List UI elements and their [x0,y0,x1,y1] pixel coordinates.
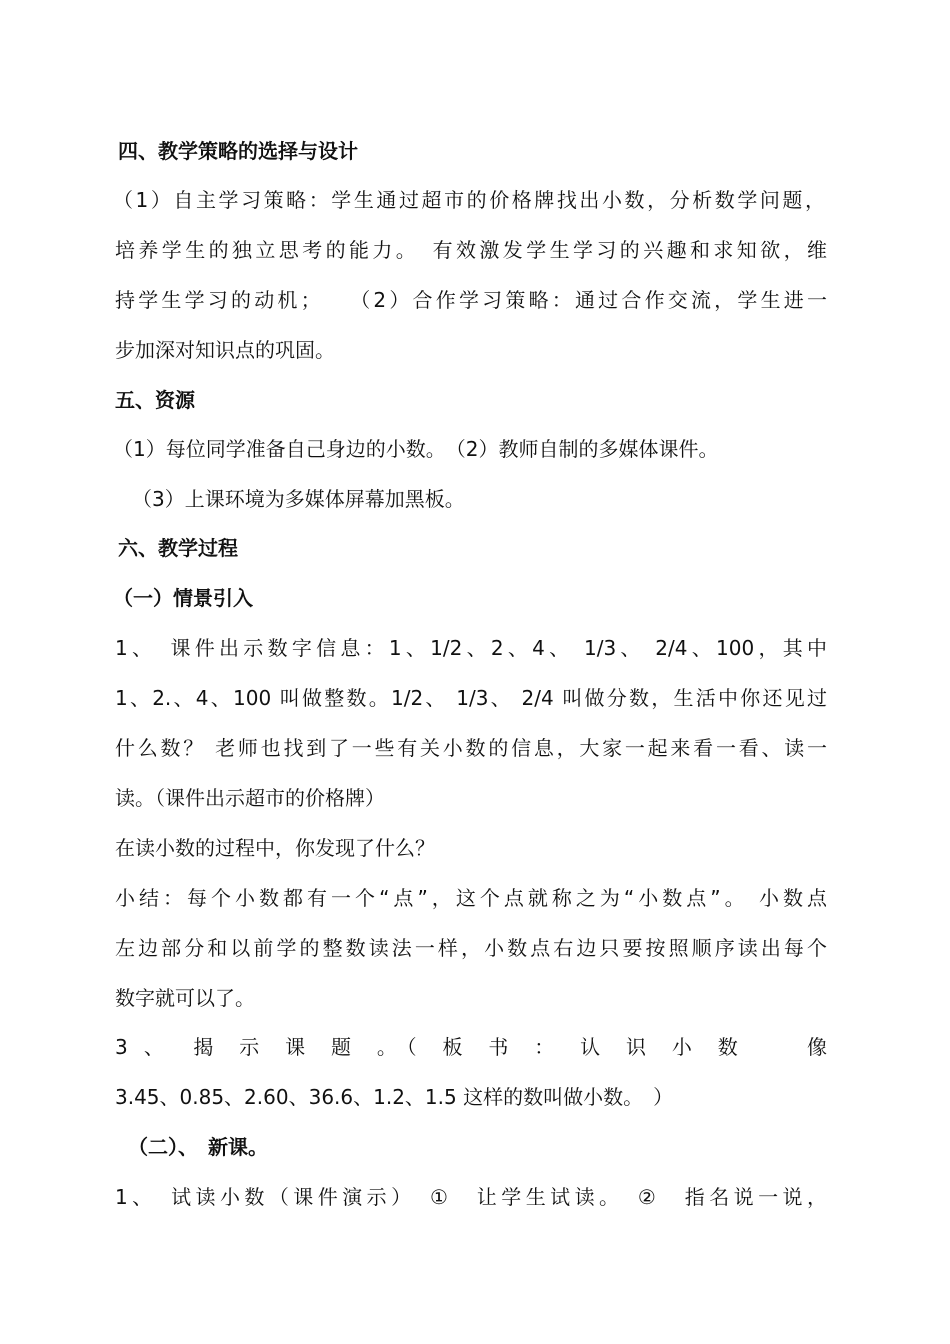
paragraph-4-line-1: 3 、 揭 示 课 题 。（ 板 书 ： 认 识 小 数 像 [115,1035,827,1059]
paragraph-1-line-4: 读。（课件出示超市的价格牌） [115,786,385,810]
section-6-heading: 六、教学过程 [118,536,238,560]
section-4-line-2: 培养学生的独立思考的能力。 有效激发学生学习的兴趣和求知欲，维 [115,238,827,262]
paragraph-2: 在读小数的过程中，你发现了什么？ [115,836,435,860]
section-5-line-2: （3）上课环境为多媒体屏幕加黑板。 [132,487,465,511]
section-4-heading: 四、教学策略的选择与设计 [118,139,358,163]
paragraph-3-line-1: 小结：每个小数都有一个“点”，这个点就称之为“小数点”。 小数点 [115,886,827,910]
paragraph-3-line-2: 左边部分和以前学的整数读法一样，小数点右边只要按照顺序读出每个 [115,936,827,960]
subsection-2-heading: （二）、 新课。 [128,1135,268,1159]
subsection-1-heading: （一）情景引入 [113,586,253,610]
section-4-line-1: （1）自主学习策略：学生通过超市的价格牌找出小数，分析数学问题， [113,188,825,212]
section-5-line-1: （1）每位同学准备自己身边的小数。 （2）教师自制的多媒体课件。 [113,437,719,461]
paragraph-3-line-3: 数字就可以了。 [115,986,255,1010]
section-5-heading: 五、资源 [115,388,195,412]
paragraph-4-line-2: 3.45、0.85、2.60、36.6、1.2、1.5 这样的数叫做小数。 ） [115,1085,674,1109]
section-4-line-4: 步加深对知识点的巩固。 [115,338,335,362]
paragraph-1-line-1: 1、 课件出示数字信息：1、1/2、2、4、 1/3、 2/4、100，其中 [115,636,827,660]
paragraph-1-line-3: 什么数？ 老师也找到了一些有关小数的信息，大家一起来看一看、读一 [115,736,827,760]
paragraph-5-line-1: 1、 试读小数（课件演示） ① 让学生试读。 ② 指名说一说， [115,1185,827,1209]
section-4-line-3: 持学生学习的动机； （2）合作学习策略：通过合作交流，学生进一 [115,288,827,312]
paragraph-1-line-2: 1、2.、4、100 叫做整数。1/2、 1/3、 2/4 叫做分数，生活中你还见过 [115,686,827,710]
